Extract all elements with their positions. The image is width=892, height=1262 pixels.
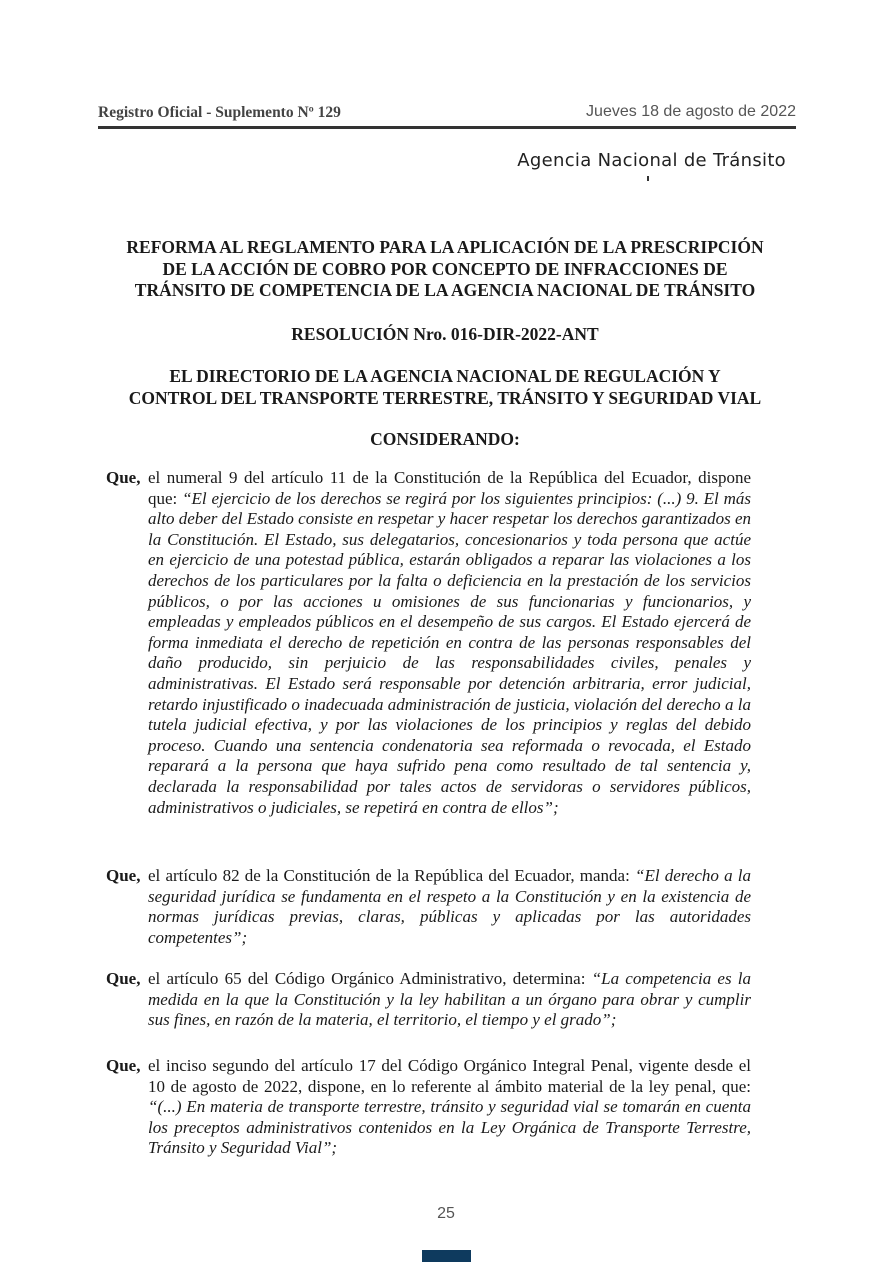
considering-heading: CONSIDERANDO: bbox=[370, 429, 520, 449]
agency-mark-icon bbox=[647, 176, 649, 181]
paragraph-lead: Que, bbox=[106, 969, 141, 988]
considering-paragraph bbox=[106, 969, 751, 1031]
paragraph-quote: “(...) En materia de transporte terrestre, tránsito y seguridad vial se tomarán en cuenta los preceptos administrativos contenidos en la Ley Orgánica de Transporte Terrestre, Tránsito y Seguridad Vial”; bbox=[148, 1097, 751, 1158]
paragraph-lead: Que, bbox=[106, 468, 141, 487]
title-line: TRÁNSITO DE COMPETENCIA DE LA AGENCIA NACIONAL DE TRÁNSITO bbox=[134, 280, 756, 300]
title-line: REFORMA AL REGLAMENTO PARA LA APLICACIÓN DE LA PRESCRIPCIÓN bbox=[126, 237, 764, 257]
agency-name: Agencia Nacional de Tránsito bbox=[517, 150, 786, 171]
paragraph-text: el artículo 65 del Código Orgánico Administrativo, determina: bbox=[148, 969, 592, 988]
footer-bar bbox=[422, 1250, 471, 1262]
document-title bbox=[100, 237, 790, 302]
title-line: DE LA ACCIÓN DE COBRO POR CONCEPTO DE INFRACCIONES DE bbox=[162, 258, 728, 279]
paragraph-quote: “El ejercicio de los derechos se regirá por los siguientes principios: (...) 9. El más alto deber del Estado consiste en respetar y hacer respetar los derechos garantizados en la Constitución. El Estado, sus delegatarios, concesionarios y toda persona que actúe en ejercicio de una potestad pública, estarán obligados a reparar las violaciones a los derechos de los particulares por la falta o deficiencia en la prestación de los servicios públicos, o por las acciones u omisiones de sus funcionarias y funcionarios, y empleadas y empleados públicos en el desempeño de sus cargos. El Estado ejercerá de forma inmediata el derecho de repetición en contra de las personas responsables del daño producido, sin perjuicio de las responsabilidades civiles, penales y administrativas. El Estado será responsable por detención arbitraria, error judicial, retardo injustificado o inadecuada administración de justicia, violación del derecho a la tutela judicial efectiva, y por las violaciones de los principios y reglas del debido proceso. Cuando una sentencia condenatoria sea reformada o revocada, el Estado reparará a la persona que haya sufrido pena como resultado de tal sentencia y, declarada la responsabilidad por tales actos de servidoras o servidores públicos, administrativos o judiciales, se repetirá en contra de ellos”; bbox=[148, 488, 751, 817]
paragraph-lead: Que, bbox=[106, 866, 141, 885]
considering-paragraph bbox=[106, 468, 751, 818]
resolution-number: RESOLUCIÓN Nro. 016-DIR-2022-ANT bbox=[291, 324, 599, 344]
paragraph-text: el numeral 9 del artículo 11 de la Constitución de la República del Ecuador, dispone que: bbox=[148, 468, 751, 508]
paragraph-text: el artículo 82 de la Constitución de la República del Ecuador, manda: bbox=[148, 866, 635, 885]
considering-paragraph bbox=[106, 1056, 751, 1159]
issuer-heading bbox=[100, 366, 790, 409]
publication-date: Jueves 18 de agosto de 2022 bbox=[586, 103, 796, 120]
header-divider bbox=[98, 126, 796, 129]
paragraph-quote: “La competencia es la medida en la que la Constitución y la ley habilitan a un órgano para obrar y cumplir sus fines, en razón de la materia, el territorio, el tiempo y el grado”; bbox=[148, 969, 752, 1030]
issuer-line: CONTROL DEL TRANSPORTE TERRESTRE, TRÁNSITO Y SEGURIDAD VIAL bbox=[128, 387, 762, 408]
publication-name: Registro Oficial - Suplemento Nº 129 bbox=[98, 104, 341, 121]
paragraph-text: el inciso segundo del artículo 17 del Código Orgánico Integral Penal, vigente desde el 10 de agosto de 2022, dispone, en lo referente al ámbito material de la ley penal, que: bbox=[148, 1056, 751, 1096]
paragraph-quote: “El derecho a la seguridad jurídica se fundamenta en el respeto a la Constitución y en la existencia de normas jurídicas previas, claras, públicas y aplicadas por las autoridades competentes”; bbox=[148, 866, 751, 947]
page-number: 25 bbox=[437, 1205, 455, 1222]
considering-paragraph bbox=[106, 866, 751, 948]
issuer-line: EL DIRECTORIO DE LA AGENCIA NACIONAL DE REGULACIÓN Y bbox=[169, 366, 721, 386]
paragraph-lead: Que, bbox=[106, 1056, 141, 1075]
page-header bbox=[98, 103, 796, 125]
